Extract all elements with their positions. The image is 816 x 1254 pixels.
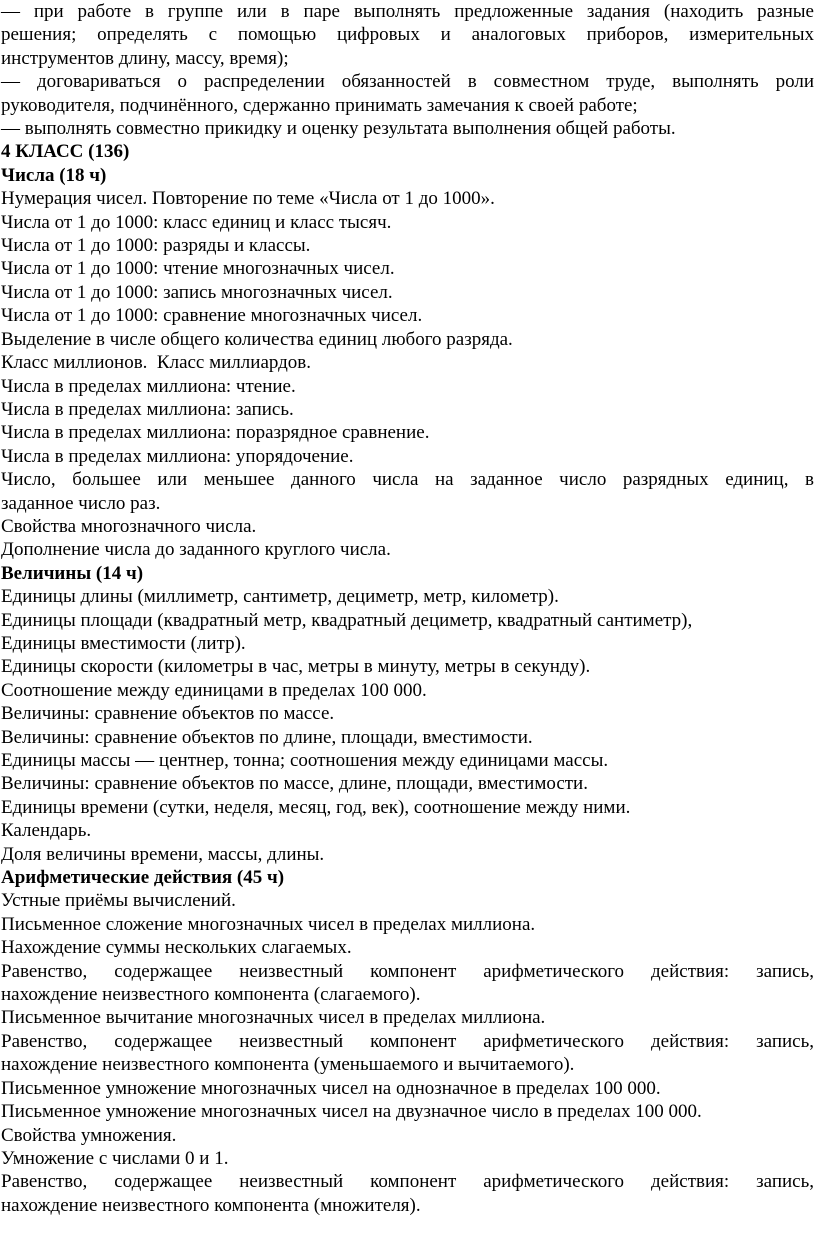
text-line: Числа от 1 до 1000: запись многозначных чисел. [1, 281, 393, 303]
section-heading: 4 КЛАСС (136) [1, 141, 130, 163]
text-line: руководителя, подчинённого, сдержанно принимать замечания к своей работе; [1, 94, 638, 116]
text-line: Письменное умножение многозначных чисел на двузначное число в пределах 100 000. [1, 1101, 702, 1123]
text-line: Календарь. [1, 820, 92, 842]
text-line: Нумерация чисел. Повторение по теме «Числа от 1 до 1000». [1, 188, 495, 210]
text-line: Числа от 1 до 1000: класс единиц и класс тысяч. [1, 211, 392, 233]
text-line: Доля величины времени, массы, длины. [1, 843, 325, 865]
text-line: — выполнять совместно прикидку и оценку результата выполнения общей работы. [1, 118, 676, 140]
text-line: Свойства умножения. [1, 1124, 177, 1146]
text-line: решения; определять с помощью цифровых и аналоговых приборов, измерительных [1, 24, 814, 46]
section-heading: Величины (14 ч) [1, 562, 144, 584]
text-line: Единицы скорости (километры в час, метры в минуту, метры в секунду). [1, 656, 591, 678]
text-line: Числа в пределах миллиона: чтение. [1, 375, 296, 397]
text-line: нахождение неизвестного компонента (слагаемого). [1, 984, 421, 1006]
text-line: Нахождение суммы нескольких слагаемых. [1, 937, 352, 959]
text-line: Выделение в числе общего количества единиц любого разряда. [1, 328, 513, 350]
text-line: нахождение неизвестного компонента (уменьшаемого и вычитаемого). [1, 1054, 575, 1076]
text-line: Числа в пределах миллиона: упорядочение. [1, 445, 354, 467]
text-line: Равенство, содержащее неизвестный компонент арифметического действия: запись, [1, 960, 814, 982]
text-line: Соотношение между единицами в пределах 100 000. [1, 679, 427, 701]
text-line: Единицы вместимости (литр). [1, 632, 246, 654]
text-line: Письменное сложение многозначных чисел в пределах миллиона. [1, 913, 536, 935]
text-line: Числа от 1 до 1000: разряды и классы. [1, 235, 311, 257]
text-line: Единицы массы — центнер, тонна; соотношения между единицами массы. [1, 750, 609, 771]
text-line: Класс миллионов. Класс миллиардов. [1, 352, 312, 374]
text-line: заданное число раз. [1, 492, 161, 514]
text-line: Единицы длины (миллиметр, сантиметр, дециметр, метр, километр). [1, 586, 559, 608]
text-line: Величины: сравнение объектов по массе. [1, 703, 335, 725]
text-line: Величины: сравнение объектов по массе, длине, площади, вместимости. [1, 773, 588, 795]
text-line: Числа от 1 до 1000: чтение многозначных чисел. [1, 258, 395, 280]
text-line: Величины: сравнение объектов по длине, площади, вместимости. [1, 726, 533, 748]
text-line: Единицы площади (квадратный метр, квадратный дециметр, квадратный сантиметр), [1, 609, 693, 631]
text-line: Дополнение числа до заданного круглого числа. [1, 539, 391, 561]
text-line: Равенство, содержащее неизвестный компонент арифметического действия: запись, [1, 1171, 814, 1193]
text-line: Числа в пределах миллиона: запись. [1, 398, 294, 420]
text-line: Единицы времени (сутки, неделя, месяц, год, век), соотношение между ними. [1, 796, 631, 818]
text-line: Умножение с числами 0 и 1. [1, 1147, 229, 1169]
text-line: Устные приёмы вычислений. [1, 890, 236, 912]
text-line: — договариваться о распределении обязанностей в совместном труде, выполнять роли [1, 71, 814, 93]
text-line: Равенство, содержащее неизвестный компонент арифметического действия: запись, [1, 1030, 814, 1052]
text-line: Письменное умножение многозначных чисел на однозначное в пределах 100 000. [1, 1077, 661, 1099]
text-line: Число, большее или меньшее данного числа на заданное число разрядных единиц, в [1, 469, 814, 491]
section-heading: Числа (18 ч) [1, 164, 107, 186]
text-line: Письменное вычитание многозначных чисел в пределах миллиона. [1, 1007, 546, 1029]
section-heading: Арифметические действия (45 ч) [1, 867, 285, 889]
text-line: нахождение неизвестного компонента (множителя). [1, 1194, 421, 1216]
text-line: Свойства многозначного числа. [1, 515, 257, 537]
text-line: Числа от 1 до 1000: сравнение многозначных чисел. [1, 305, 423, 327]
text-line: инструментов длину, массу, время); [1, 47, 289, 69]
text-line: Числа в пределах миллиона: поразрядное сравнение. [1, 422, 430, 444]
text-line: — при работе в группе или в паре выполнять предложенные задания (находить разные [1, 1, 814, 22]
